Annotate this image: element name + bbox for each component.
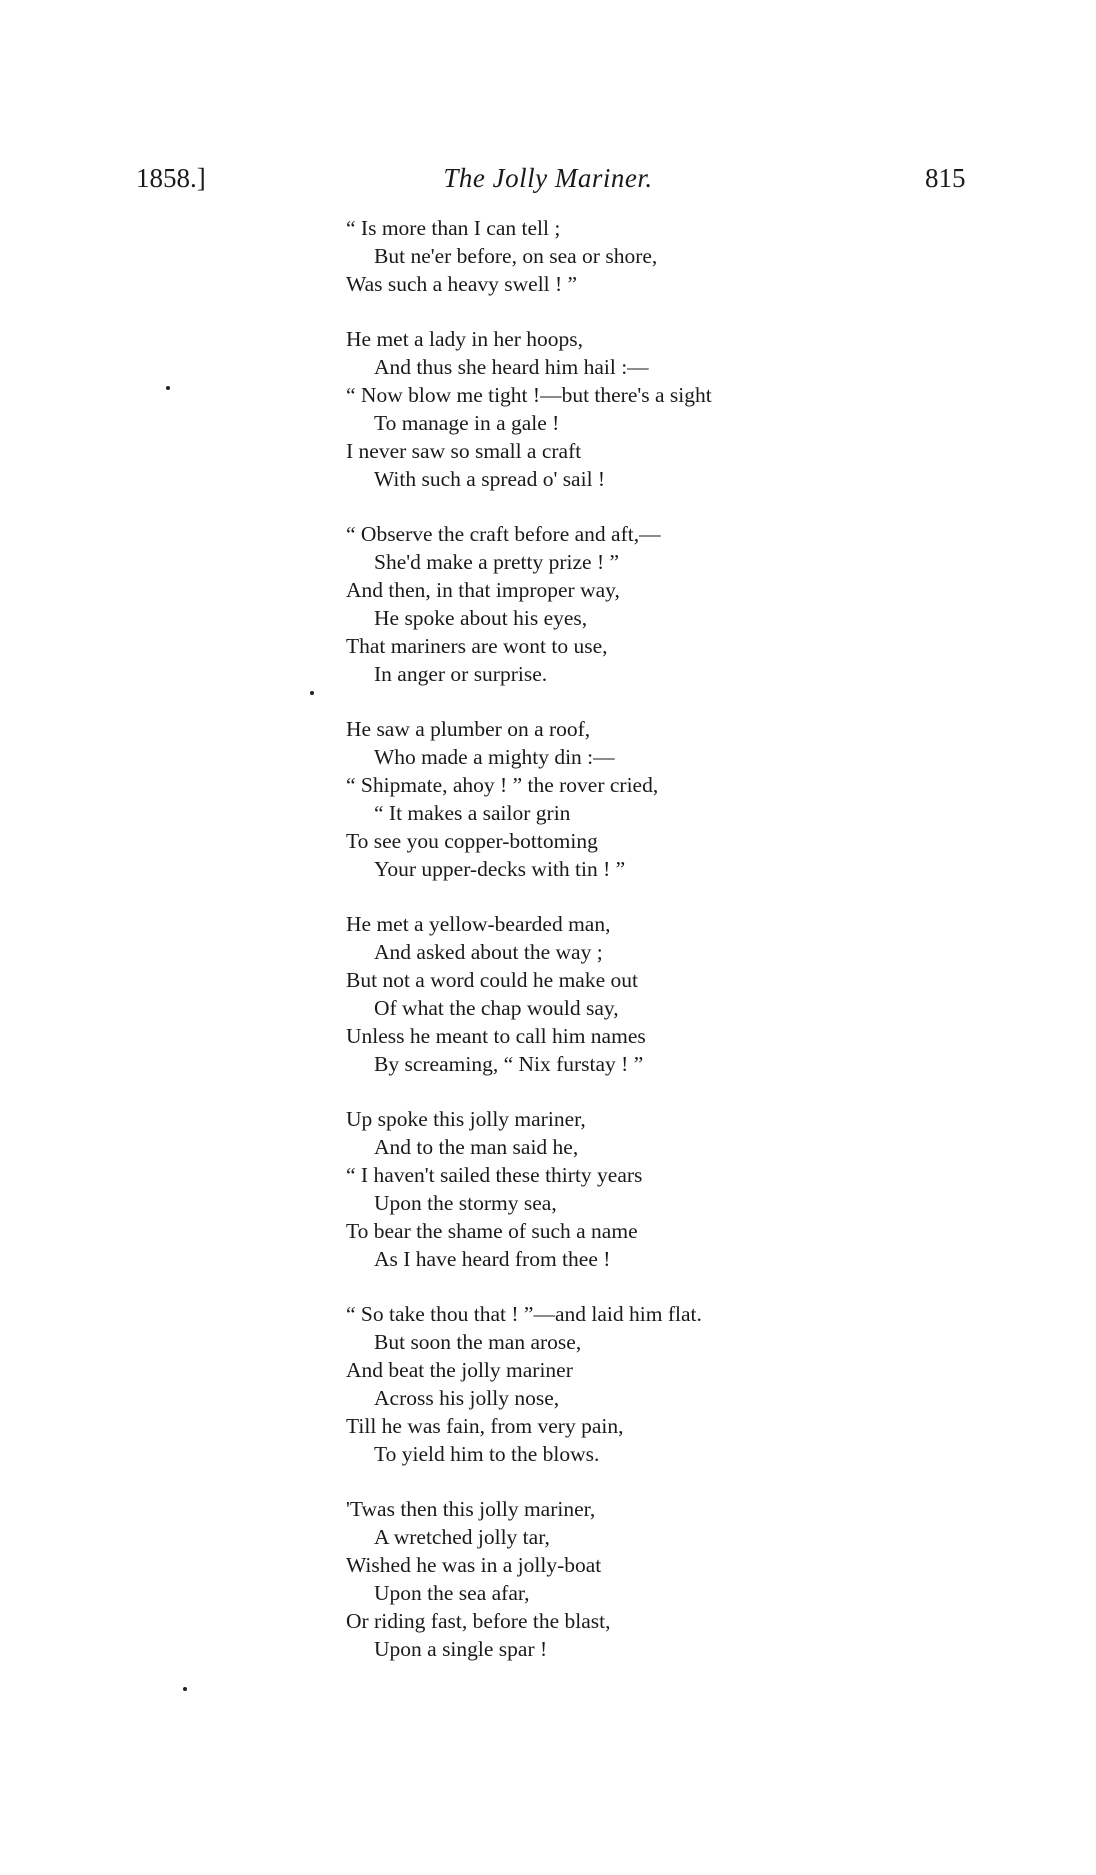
poem-line: “ So take thou that ! ”—and laid him flat.	[346, 1302, 702, 1326]
stanza	[346, 214, 806, 298]
running-header	[0, 163, 1096, 203]
poem-line: I never saw so small a craft	[346, 439, 582, 463]
poem-line: And thus she heard him hail :—	[374, 355, 649, 379]
stanza	[346, 1105, 806, 1273]
poem-line: But soon the man arose,	[374, 1330, 582, 1354]
poem-line: She'd make a pretty prize ! ”	[374, 550, 620, 574]
poem-line: 'Twas then this jolly mariner,	[346, 1497, 596, 1521]
poem-line: Upon a single spar !	[374, 1637, 548, 1661]
poem-body	[346, 214, 806, 1690]
poem-line: With such a spread o' sail !	[374, 467, 606, 491]
poem-line: “ I haven't sailed these thirty years	[346, 1163, 643, 1187]
stanza	[346, 715, 806, 883]
poem-line: To yield him to the blows.	[374, 1442, 600, 1466]
stanza	[346, 910, 806, 1078]
poem-line: “ Now blow me tight !—but there's a sight	[346, 383, 712, 407]
ink-speck	[183, 1687, 187, 1691]
poem-line: He saw a plumber on a roof,	[346, 717, 591, 741]
poem-line: He met a lady in her hoops,	[346, 327, 584, 351]
poem-line: Your upper-decks with tin ! ”	[374, 857, 626, 881]
poem-line: A wretched jolly tar,	[374, 1525, 550, 1549]
ink-speck	[310, 691, 314, 695]
poem-line: “ Observe the craft before and aft,—	[346, 522, 661, 546]
poem-line: To manage in a gale !	[374, 411, 560, 435]
ink-speck	[166, 386, 170, 390]
poem-line: Unless he meant to call him names	[346, 1024, 646, 1048]
poem-line: Upon the sea afar,	[374, 1581, 530, 1605]
poem-line: And beat the jolly mariner	[346, 1358, 573, 1382]
poem-line: By screaming, “ Nix furstay ! ”	[374, 1052, 644, 1076]
page-number: 815	[925, 163, 966, 193]
poem-line: Across his jolly nose,	[374, 1386, 560, 1410]
poem-line: Up spoke this jolly mariner,	[346, 1107, 586, 1131]
poem-line: He met a yellow-bearded man,	[346, 912, 611, 936]
poem-line: And then, in that improper way,	[346, 578, 620, 602]
poem-line: Wished he was in a jolly-boat	[346, 1553, 602, 1577]
poem-line: “ Shipmate, ahoy ! ” the rover cried,	[346, 773, 659, 797]
stanza	[346, 1495, 806, 1663]
poem-line: He spoke about his eyes,	[374, 606, 588, 630]
poem-line: But ne'er before, on sea or shore,	[374, 244, 658, 268]
poem-line: That mariners are wont to use,	[346, 634, 608, 658]
poem-line: As I have heard from thee !	[374, 1247, 611, 1271]
poem-line: Of what the chap would say,	[374, 996, 619, 1020]
poem-line: And asked about the way ;	[374, 940, 603, 964]
poem-line: “ It makes a sailor grin	[374, 801, 571, 825]
stanza	[346, 520, 806, 688]
stanza	[346, 325, 806, 493]
poem-line: Till he was fain, from very pain,	[346, 1414, 624, 1438]
poem-line: To bear the shame of such a name	[346, 1219, 638, 1243]
poem-line: And to the man said he,	[374, 1135, 579, 1159]
poem-line: Was such a heavy swell ! ”	[346, 272, 578, 296]
header-title: The Jolly Mariner.	[443, 163, 653, 193]
poem-line: In anger or surprise.	[374, 662, 548, 686]
poem-line: To see you copper-bottoming	[346, 829, 598, 853]
header-year: 1858.]	[136, 163, 206, 193]
poem-line: Who made a mighty din :—	[374, 745, 615, 769]
stanza	[346, 1300, 806, 1468]
poem-line: But not a word could he make out	[346, 968, 638, 992]
poem-line: Upon the stormy sea,	[374, 1191, 557, 1215]
poem-line: Or riding fast, before the blast,	[346, 1609, 611, 1633]
poem-line: “ Is more than I can tell ;	[346, 216, 561, 240]
